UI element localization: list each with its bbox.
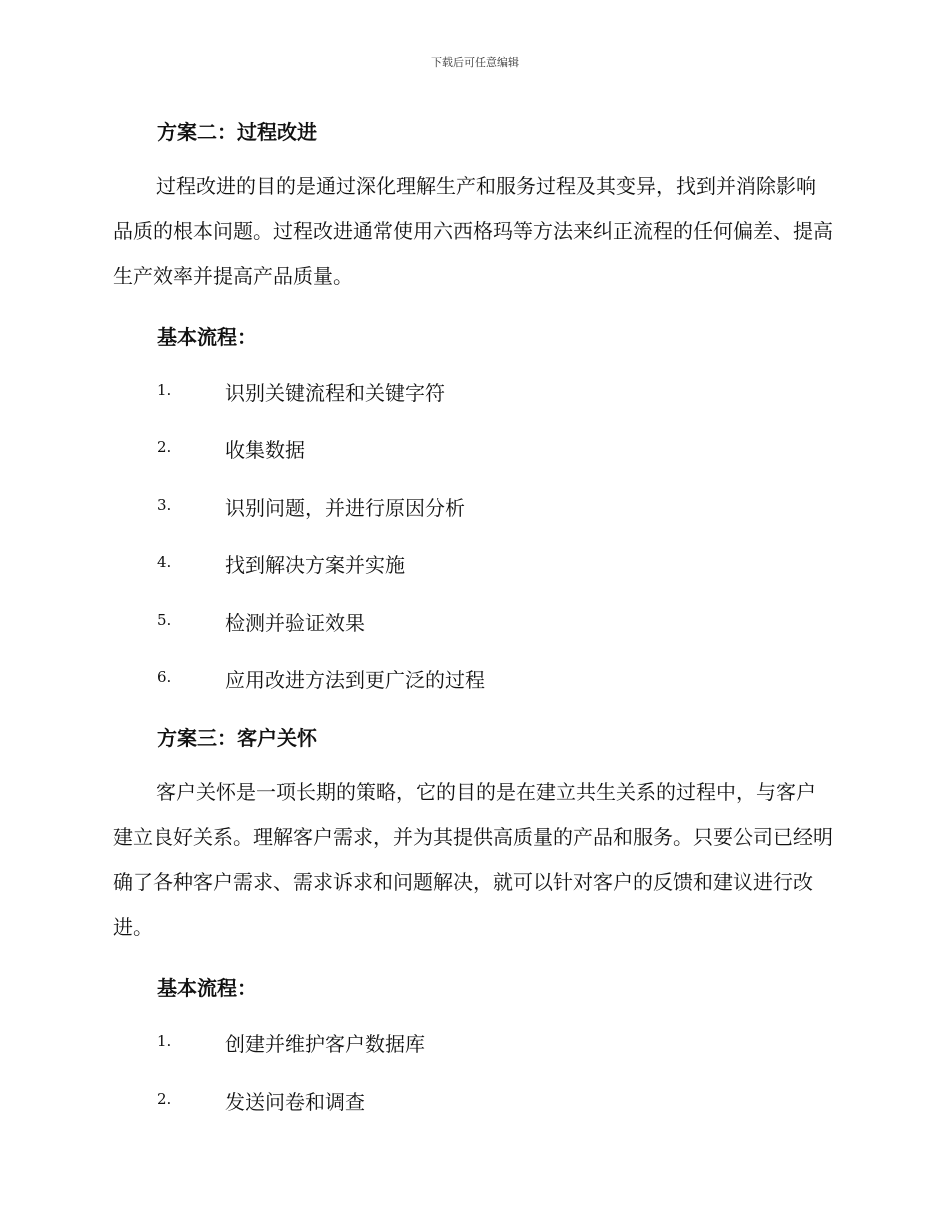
list-item-number: 2. (157, 1090, 172, 1108)
list-item-text: 创建并维护客户数据库 (225, 1032, 425, 1056)
list-item-number: 1. (157, 1032, 172, 1050)
basic-process-heading: 基本流程： (157, 976, 257, 1000)
list-item (157, 1086, 837, 1116)
list-item (157, 492, 837, 522)
list-item (157, 377, 837, 407)
list-item-text: 识别关键流程和关键字符 (225, 381, 445, 405)
list-item-number: 3. (157, 496, 172, 514)
list-item-number: 4. (157, 553, 172, 571)
list-item (157, 664, 837, 694)
list-item (157, 434, 837, 464)
list-item-number: 1. (157, 381, 172, 399)
list-item (157, 1028, 837, 1058)
list-item-number: 5. (157, 611, 172, 629)
section-title-process-improvement: 方案二：过程改进 (157, 120, 317, 144)
list-item-text: 检测并验证效果 (225, 611, 365, 635)
list-item-text: 应用改进方法到更广泛的过程 (225, 668, 485, 692)
section-paragraph-process-improvement: 过程改进的目的是通过深化理解生产和服务过程及其变异，找到并消除影响品质的根本问题。过程改进通常使用六西格玛等方法来纠正流程的任何偏差、提高生产效率并提高产品质量。 (113, 174, 833, 288)
list-item-number: 6. (157, 668, 172, 686)
section-title-customer-care: 方案三：客户关怀 (157, 726, 317, 750)
page-header-note: 下载后可任意编辑 (431, 56, 519, 69)
list-item-text: 发送问卷和调查 (225, 1090, 365, 1114)
list-item-text: 找到解决方案并实施 (225, 553, 405, 577)
section-paragraph-customer-care: 客户关怀是一项长期的策略，它的目的是在建立共生关系的过程中，与客户建立良好关系。理解客户需求，并为其提供高质量的产品和服务。只要公司已经明确了各种客户需求、需求诉求和问题解决，就可以针对客户的反馈和建议进行改进。 (113, 780, 833, 939)
list-item-number: 2. (157, 438, 172, 456)
list-item (157, 607, 837, 637)
list-item-text: 收集数据 (225, 438, 305, 462)
basic-process-heading: 基本流程： (157, 325, 257, 349)
list-item (157, 549, 837, 579)
list-item-text: 识别问题，并进行原因分析 (225, 496, 465, 520)
